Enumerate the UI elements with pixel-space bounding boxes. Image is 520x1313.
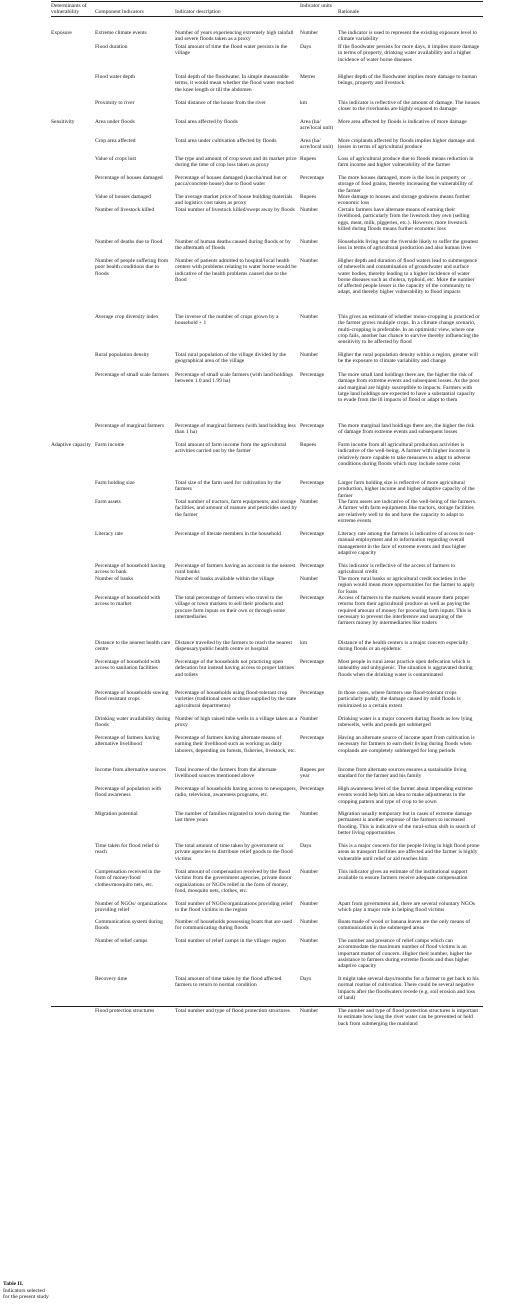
- description-cell: Number of human deaths caused during floods or by the aftermath of floods: [175, 239, 291, 252]
- units-cell: Number: [300, 207, 319, 213]
- description-cell: Percentage of houses damaged (kaccha/mud hut or pacca/concrete house) due to flood water: [175, 175, 287, 188]
- component-cell: Percentage of houses damaged: [95, 175, 163, 181]
- rationale-cell: Migration usually temporary but in cases of extreme damage permanent is another response of the farmers to increased flooding. This is indicative of the rural-urban shift in search of better living opportunities: [338, 811, 476, 836]
- units-cell: Number: [300, 499, 319, 505]
- header-units: Indicator units: [300, 3, 332, 9]
- description-cell: Number of patients admitted to hospital/local health centers with problems relating to water borne would be indicative of the health problems caused due to the flood: [175, 258, 297, 283]
- component-cell: Percentage of farmers having alternative livelihood: [95, 735, 160, 748]
- component-cell: Value of crops lost: [95, 156, 137, 162]
- rationale-cell: This gives an estimate of whether mono-cropping is practiced or the farmer grows multiple crops. In a climate change scenario, multi-cropping is preferable. In an optimistic view, where one crop fails, another has chance to survive thereby influencing the sensitivity to be affected by flood: [338, 314, 480, 346]
- rationale-cell: Apart from government aid, there are several voluntary NGOs which play a major role in helping flood victims: [338, 901, 475, 914]
- rationale-cell: This indicator gives an estimate of the institutional support available to ensure farmers receive adequate compensation: [338, 869, 468, 882]
- description-cell: The average market price of house building materials and logistics cost taken as proxy: [175, 194, 293, 207]
- description-cell: Total number and type of flood protection structures: [175, 1008, 290, 1014]
- rationale-cell: This indicator is reflective of the amount of damage. The houses closer to the riverbanks are highly exposed to damage: [338, 100, 480, 113]
- description-cell: Percentage of households using flood-tolerant crop varieties (traditional ones or those supplied by the state agricultural departments): [175, 690, 297, 709]
- component-cell: Percentage of marginal farmers: [95, 423, 165, 429]
- component-cell: Migration potential: [95, 811, 138, 817]
- component-cell: Number of NGOs/ organizations providing relief: [95, 901, 167, 914]
- component-cell: Flood water depth: [95, 74, 136, 80]
- units-cell: Percentage: [300, 735, 325, 741]
- rationale-cell: This is a major concern for the people living in high flood prone areas as transport facilities are affected and the farmer is highly vulnerable until relief or aid reaches him: [338, 843, 480, 862]
- rationale-cell: Larger farm holding size is reflective of more agricultural production, higher income and higher adaptive capacity of the farmer: [338, 480, 475, 499]
- units-cell: Percentage: [300, 659, 325, 665]
- rationale-cell: The more marginal land holdings there are, the higher the risk of damage from extreme events and subsequent losses: [338, 423, 475, 436]
- component-cell: Literacy rate: [95, 531, 123, 537]
- units-cell: Rupees: [300, 442, 317, 448]
- description-cell: Total depth of the floodwater. In simple measurable terms, it would mean whether the flood water reached the knee length or till the abdomen: [175, 74, 294, 93]
- rationale-cell: In those cases, where farmers use flood-tolerant crops particularly paddy, the damage caused by mild floods is minimized to a certain extent: [338, 690, 461, 709]
- component-cell: Crop area affected: [95, 138, 136, 144]
- rationale-cell: The number and presence of relief camps which can accommodate the maximum number of flood victims is an important matter of concern. Higher their number, higher the assistance to farmers during extreme floods and thus higher adaptive capacity: [338, 938, 472, 970]
- units-cell: Percentage: [300, 175, 325, 181]
- header-component: Component indicators: [95, 9, 144, 15]
- description-cell: Total amount of time the flood water persists in the village: [175, 44, 288, 57]
- component-cell: Recovery time: [95, 976, 128, 982]
- description-cell: Percentage of farmers having an account in the nearest rural banks: [175, 563, 296, 576]
- caption-label: Table II.: [3, 1281, 24, 1287]
- component-cell: Number of deaths due to flood: [95, 239, 163, 245]
- rationale-cell: The indicator is used to represent the existing exposure level to climate variability: [338, 30, 477, 43]
- component-cell: Percentage of household having access to bank: [95, 563, 166, 576]
- component-cell: Income from alternative sources: [95, 767, 167, 773]
- rationale-cell: Higher depth of the floodwater implies more damage to human beings, property and livestock: [338, 74, 477, 87]
- description-cell: Number of years experiencing extremely high rainfall and severe floods taken as a proxy: [175, 30, 294, 43]
- rationale-cell: The more small land holdings there are, the higher the risk of damage from extreme events and subsequent losses. As the poor and marginal are highly susceptible to impacts. Farmers with large land holdings are expected to have a substantial capacity to evade from the ill impacts of flood or adapt to them: [338, 372, 480, 404]
- description-cell: Total distance of the house from the river: [175, 100, 266, 106]
- rationale-cell: Literacy rate among the farmers is indicative of access to non-manual employment and to information regarding overall management in the face of extreme events and thus higher adaptive capacity: [338, 531, 476, 556]
- description-cell: Total area under cultivation affected by floods: [175, 138, 277, 144]
- rationale-cell: The farm assets are indicative of the well-being of the farmers. A farmer with farm equipments like tractors, storage facilities are relatively well to do and have the capacity to adapt to extreme events: [338, 499, 477, 524]
- units-cell: Percentage: [300, 563, 325, 569]
- units-cell: Area (ha/ acre/local unit): [300, 119, 334, 132]
- rationale-cell: The more rural banks or agricultural credit societies in the region would mean more opportunities for the farmer to apply for loans: [338, 576, 475, 595]
- rationale-cell: Income from alternate sources ensures a sustainable living standard for the farmer and his family: [338, 767, 467, 780]
- description-cell: The type and amount of crop sown and its market price during the time of crop loss taken as proxy: [175, 156, 297, 169]
- component-cell: Percentage of small scale farmers: [95, 372, 169, 378]
- description-cell: Total rural population of the village divided by the geographical area of the village: [175, 352, 287, 365]
- description-cell: The total percentage of farmers who travel to the village or town markets to sell their products and procure farm inputs on their own or through some intermediaries: [175, 595, 285, 620]
- component-cell: Proximity to river: [95, 100, 135, 106]
- description-cell: Total number of livestock killed/swept away by floods: [175, 207, 295, 213]
- rationale-cell: Boats made of wood or banana leaves are the only means of communication in the submerged areas: [338, 919, 471, 932]
- rationale-cell: Having an alternate source of income apart from cultivation is necessary for farmers to earn their living during floods when croplands are completely submerged for long periods: [338, 735, 475, 754]
- description-cell: The inverse of the number of crops grown by a household + 1: [175, 314, 279, 327]
- units-cell: Rupees: [300, 194, 317, 200]
- description-cell: Number of banks available within the village: [175, 576, 275, 582]
- description-cell: Number of households possessing boats that are used for communicating during floods: [175, 919, 293, 932]
- description-cell: Total amount of time taken by the flood affected farmers to return to normal condition: [175, 976, 282, 989]
- rationale-cell: Loss of agricultural produce due to floods means reduction in farm income and higher vulnerability of the farmer: [338, 156, 474, 169]
- units-cell: Percentage: [300, 595, 325, 601]
- description-cell: Percentage of households having access to newspapers, radio, television, awareness programs, etc.: [175, 786, 298, 799]
- category-cell: Exposure: [51, 30, 72, 36]
- units-cell: Number: [300, 314, 319, 320]
- rationale-cell: Higher depth and duration of flood waters lead to submergence of tubewells and contamination of groundwater and surface water bodies, thereby leading to a higher incidence of water borne diseases such as cholera, typhoid, etc. More the number of affected people lesser is the capacity of the community to adapt, and thereby higher vulnerability to flood impacts: [338, 258, 478, 296]
- component-cell: Farm assets: [95, 499, 121, 505]
- component-cell: Percentage of households sowing flood resistant crops: [95, 690, 169, 703]
- component-cell: Number of people suffering from poor health conditions due to floods: [95, 258, 169, 277]
- units-cell: Number: [300, 919, 319, 925]
- units-cell: Percentage: [300, 690, 325, 696]
- units-cell: Number: [300, 938, 319, 944]
- description-cell: Total amount of farm income from the agricultural activities carried out by the farmer: [175, 442, 287, 455]
- units-cell: Percentage: [300, 786, 325, 792]
- rationale-cell: More area affected by floods is indicative of more damage: [338, 119, 467, 125]
- category-cell: Adaptive capacity: [51, 442, 91, 448]
- component-cell: Value of houses damaged: [95, 194, 152, 200]
- component-cell: Percentage of population with flood awareness: [95, 786, 162, 799]
- rationale-cell: The more houses damaged, more is the loss in property or storage of food grains, thereby increasing the vulnerability of the farmer: [338, 175, 473, 194]
- description-cell: Percentage of literate members in the household: [175, 531, 281, 537]
- units-cell: km: [300, 100, 308, 106]
- units-cell: Number: [300, 901, 319, 907]
- rationale-cell: If the floodwater persists for more days, it implies more damage in terms of property, drinking water availability and a higher incidence of water borne diseases: [338, 44, 480, 63]
- rationale-cell: This indicator is reflective of the access of farmers to agricultural credit: [338, 563, 456, 576]
- description-cell: Total number of tractors, farm equipments, and storage facilities, and amount of manure and pesticides used by the farmer: [175, 499, 298, 518]
- table-caption: [3, 1281, 51, 1301]
- rationale-cell: Higher the rural population density within a region, greater will be the exposure to climate variability and change: [338, 352, 478, 365]
- rationale-cell: It might take several days/months for a farmer to get back to his normal routine of cultivation. There could be several negative impacts after the floodwaters recede (e.g. soil erosion and loss of land): [338, 976, 479, 1001]
- component-cell: Percentage of household with access to sanitation facilities: [95, 659, 161, 672]
- table-header-rule: [51, 16, 483, 17]
- units-cell: Metres: [300, 74, 316, 80]
- units-cell: Number: [300, 811, 319, 817]
- component-cell: Time taken for flood relief to reach: [95, 843, 160, 856]
- description-cell: Number of high raised tube wells in a village taken as a proxy: [175, 716, 298, 729]
- description-cell: Total amount of compensation received by the flood victims from the government agencies, private donor organizations or NGOs relief in the form of money, food, mosquito nets, clothes, etc.: [175, 869, 292, 894]
- component-cell: Rural population density: [95, 352, 150, 358]
- rationale-cell: Certain farmers have alternate means of earning their livelihood, particularly from the livestock they own (selling eggs, meat, milk, piggeries, etc.). However, more livestock killed during floods means further economic loss: [338, 207, 470, 232]
- component-cell: Average crop diversity index: [95, 314, 159, 320]
- component-cell: Drinking water availability during floods: [95, 716, 171, 729]
- component-cell: Farm income: [95, 442, 125, 448]
- rationale-cell: Access of farmers to the markets would ensure them proper returns from their agricultural produce as well as paying the required amount of money for procuring farm inputs. This is necessary to prevent the interference and usurping of the farmers money by intermediaries like traders: [338, 595, 472, 627]
- rationale-cell: The number and type of flood protection structures is important to estimate how long the river water can be prevented or held back from submerging the mainland: [338, 1008, 479, 1027]
- rationale-cell: High awareness level of the farmer about impending extreme events would help him an idea to make adjustments in the cropping pattern and type of crop to be sown: [338, 786, 473, 805]
- rationale-cell: Households living near the riverside likely to suffer the greatest loss in terms of agricultural production and also human lives: [338, 239, 478, 252]
- units-cell: Percentage: [300, 372, 325, 378]
- units-cell: Number: [300, 716, 319, 722]
- component-cell: Area under floods: [95, 119, 135, 125]
- rationale-cell: More damage to houses and storage godowns means further economic loss: [338, 194, 470, 207]
- description-cell: Total income of the farmers from the alternate livelihood sources mentioned above: [175, 767, 277, 780]
- description-cell: The total amount of time taken by government or private agencies to distribute relief goods to the flood victims: [175, 843, 293, 862]
- units-cell: Area (ha/ acre/local unit): [300, 138, 334, 151]
- component-cell: Compensation received in the form of money/food/ clothes/mosquito nets, etc.: [95, 869, 161, 888]
- units-cell: Rupees per year: [300, 767, 325, 780]
- component-cell: Number of livestock killed: [95, 207, 155, 213]
- rationale-cell: Most people in rural areas practice open defecation which is unhealthy and unhygienic. The situation is aggravated during floods when the drinking water is contaminated: [338, 659, 473, 678]
- component-cell: Number of banks: [95, 576, 134, 582]
- component-cell: Number of relief camps: [95, 938, 148, 944]
- units-cell: Number: [300, 352, 319, 358]
- units-cell: Days: [300, 976, 312, 982]
- units-cell: Number: [300, 239, 319, 245]
- units-cell: km: [300, 640, 308, 646]
- units-cell: Number: [300, 30, 319, 36]
- units-cell: Percentage: [300, 480, 325, 486]
- table-bottom-rule: [51, 1006, 483, 1007]
- component-cell: Extreme climate events: [95, 30, 147, 36]
- header-rationale: Rationale: [338, 9, 360, 15]
- units-cell: Number: [300, 1008, 319, 1014]
- units-cell: Number: [300, 576, 319, 582]
- component-cell: Percentage of household with access to market: [95, 595, 161, 608]
- component-cell: Distance to the nearest health care centre: [95, 640, 171, 653]
- rationale-cell: Distance of the health centers is a major concern especially during floods or an epidemic: [338, 640, 469, 653]
- description-cell: The number of families migrated to town during the last three years: [175, 811, 290, 824]
- units-cell: Rupees: [300, 156, 317, 162]
- units-cell: Percentage: [300, 531, 325, 537]
- units-cell: Days: [300, 44, 312, 50]
- component-cell: Farm holding size: [95, 480, 135, 486]
- units-cell: Days: [300, 843, 312, 849]
- description-cell: Percentage of marginal farmers (with land holding less than 1 ha): [175, 423, 296, 436]
- description-cell: Percentage of small scale farmers (with land holdings between 1.0 and 1.99 ha): [175, 372, 294, 385]
- category-cell: Sensitivity: [51, 119, 75, 125]
- units-cell: Number: [300, 869, 319, 875]
- rationale-cell: Drinking water is a major concern during floods as low lying tubewells, wells and ponds get submerged: [338, 716, 473, 729]
- rationale-cell: Farm income from all agricultural production activities is indicative of the well-being. A farmer with higher income is relatively more capable to take measures to adapt to adverse conditions during floods which may include some costs: [338, 442, 471, 467]
- units-cell: Number: [300, 258, 319, 264]
- description-cell: Total number of NGOs/organizations providing relief to the flood victims in the region: [175, 901, 293, 914]
- description-cell: Distance travelled by the farmers to reach the nearest dispensary/public health centre or hospital: [175, 640, 292, 653]
- description-cell: Total number of relief camps in the village/ region: [175, 938, 286, 944]
- component-cell: Communication system during floods: [95, 919, 163, 932]
- description-cell: Percentage of the households not practicing open defecation but instead having access to proper latrines and toilets: [175, 659, 294, 678]
- units-cell: Percentage: [300, 423, 325, 429]
- component-cell: Flood duration: [95, 44, 128, 50]
- description-cell: Percentage of farmers having alternate means of earning their livelihood such as working as daily laborers, depending on forests, fisheries, livestock, etc.: [175, 735, 296, 754]
- description-cell: Total area affected by floods: [175, 119, 238, 125]
- header-vulnerability: Determinants of vulnerability: [51, 3, 87, 16]
- component-cell: Flood protection structures: [95, 1008, 155, 1014]
- rationale-cell: More croplands affected by floods implies higher damage and losses in terms of agricultural produce: [338, 138, 475, 151]
- header-description: Indicator description: [175, 9, 221, 15]
- table-top-rule: [51, 1, 483, 2]
- caption-text: Indicators selected for the present study: [3, 1287, 49, 1301]
- description-cell: Total size of the farm used for cultivation by the farmers: [175, 480, 282, 493]
